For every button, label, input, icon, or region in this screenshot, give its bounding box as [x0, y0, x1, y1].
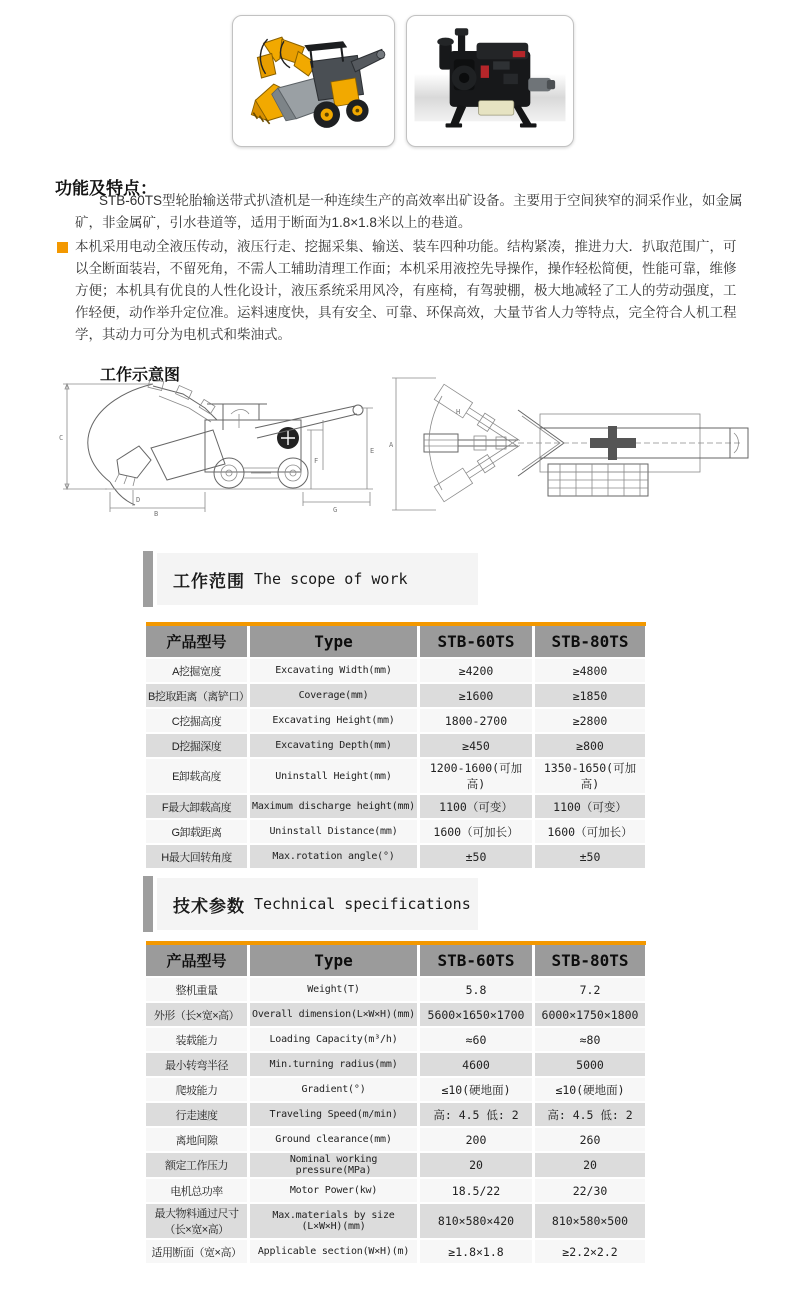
section-title-en: Technical specifications — [254, 895, 471, 913]
table-cell: 行走速度 — [146, 1103, 247, 1126]
table-cell: ≥4800 — [535, 659, 645, 682]
section-accent-bar — [143, 551, 153, 607]
table-cell: B挖取距离（离铲口） — [146, 684, 247, 707]
diesel-engine-illustration — [411, 20, 569, 142]
section-title-en: The scope of work — [254, 570, 408, 588]
table-cell: Excavating Height(mm) — [250, 709, 417, 732]
table-row — [146, 1153, 646, 1177]
table-cell: ±50 — [535, 845, 645, 868]
column-header: 产品型号 — [146, 626, 247, 657]
column-header: Type — [250, 626, 417, 657]
working-diagram — [55, 368, 755, 518]
table-cell: ≈60 — [420, 1028, 532, 1051]
scope-of-work-table — [146, 622, 646, 868]
table-cell: Min.turning radius(mm) — [250, 1053, 417, 1076]
table-row — [146, 845, 646, 868]
table-row — [146, 709, 646, 732]
table-cell: 1200-1600(可加高) — [420, 759, 532, 793]
table-cell: ≥2800 — [535, 709, 645, 732]
table-cell: Gradient(°) — [250, 1078, 417, 1101]
column-header: 产品型号 — [146, 945, 247, 976]
dim-label-f: F — [314, 457, 319, 465]
table-row — [146, 1128, 646, 1151]
table-header-row — [146, 945, 646, 976]
features-intro-paragraph: STB-60TS型轮胎输送带式扒渣机是一种连续生产的高效率出矿设备。主要用于空间狭窄的洞采作业，如金属矿，非金属矿，引水巷道等，适用于断面为1.8×1.8米以上的巷道。 — [75, 193, 743, 230]
section-header-tech — [143, 876, 478, 932]
table-row — [146, 1204, 646, 1238]
features-text-block — [57, 190, 749, 346]
column-header: STB-80TS — [535, 626, 645, 657]
table-cell: 1600（可加长） — [535, 820, 645, 843]
loader-photo[interactable] — [232, 15, 395, 147]
table-cell: Weight(T) — [250, 978, 417, 1001]
table-cell: 5000 — [535, 1053, 645, 1076]
table-cell: 装载能力 — [146, 1028, 247, 1051]
table-cell: 最小转弯半径 — [146, 1053, 247, 1076]
table-cell: A挖掘宽度 — [146, 659, 247, 682]
table-cell: Excavating Width(mm) — [250, 659, 417, 682]
table-cell: 1100（可变） — [420, 795, 532, 818]
features-bullet-text: 本机采用电动全液压传动，液压行走、挖掘采集、输送、装车四种功能。结构紧凑，推进力大．扒取范围广，可以全断面装岩，不留死角，不需人工辅助清理工作面；本机采用液控先导操作，操作轻松简便，性能可靠，维修方便；本机具有优良的人性化设计，液压系统采用风冷，有座椅，有驾驶棚，极大地减轻了工人的劳动强度，工作轻便，动作举升定位准。运料速度快，具有安全、可靠、环保高效，大量节省人力等特点，完全符合人机工程学，其动力可分为电机式和柴油式。 — [75, 239, 737, 342]
table-cell: 5.8 — [420, 978, 532, 1001]
table-cell: Nominal working pressure(MPa) — [250, 1153, 417, 1177]
table-cell: 810×580×500 — [535, 1204, 645, 1238]
section-title-zh: 工作范围 — [173, 571, 245, 591]
table-row — [146, 1240, 646, 1263]
diagram-heading: 工作示意图 — [100, 367, 181, 384]
table-cell: 高: 4.5 低: 2 — [420, 1103, 532, 1126]
table-cell: Motor Power(kw) — [250, 1179, 417, 1202]
table-cell: Maximum discharge height(mm) — [250, 795, 417, 818]
table-cell: Uninstall Distance(mm) — [250, 820, 417, 843]
dim-label-d: D — [136, 496, 141, 504]
table-cell: F最大卸载高度 — [146, 795, 247, 818]
features-heading: 功能及特点： — [55, 179, 157, 199]
table-row — [146, 734, 646, 757]
column-header: Type — [250, 945, 417, 976]
table-cell: Coverage(mm) — [250, 684, 417, 707]
table-cell: 5600×1650×1700 — [420, 1003, 532, 1026]
table-cell: C挖掘高度 — [146, 709, 247, 732]
table-cell: ≥2.2×2.2 — [535, 1240, 645, 1263]
table-row — [146, 759, 646, 793]
table-cell: Max.materials by size (L×W×H)(mm) — [250, 1204, 417, 1238]
table-cell: 22/30 — [535, 1179, 645, 1202]
table-cell: ≤10(硬地面) — [420, 1078, 532, 1101]
table-cell: 高: 4.5 低: 2 — [535, 1103, 645, 1126]
table-cell: 电机总功率 — [146, 1179, 247, 1202]
table-cell: Excavating Depth(mm) — [250, 734, 417, 757]
table-cell: 18.5/22 — [420, 1179, 532, 1202]
table-cell: ≥1.8×1.8 — [420, 1240, 532, 1263]
column-header: STB-80TS — [535, 945, 645, 976]
table-cell: 20 — [535, 1153, 645, 1177]
table-cell: D挖掘深度 — [146, 734, 247, 757]
table-row — [146, 1103, 646, 1126]
table-cell: H最大回转角度 — [146, 845, 247, 868]
column-header: STB-60TS — [420, 626, 532, 657]
section-title-zh: 技术参数 — [173, 896, 245, 916]
table-cell: 外形（长×宽×高） — [146, 1003, 247, 1026]
table-cell: ≥450 — [420, 734, 532, 757]
table-row — [146, 1078, 646, 1101]
table-header-row — [146, 626, 646, 657]
column-header: STB-60TS — [420, 945, 532, 976]
section-accent-bar — [143, 876, 153, 932]
dim-label-b: B — [154, 510, 159, 518]
table-row — [146, 1179, 646, 1202]
table-cell: 适用断面（宽×高） — [146, 1240, 247, 1263]
table-cell: 1350-1650(可加高) — [535, 759, 645, 793]
table-cell: 整机重量 — [146, 978, 247, 1001]
table-row — [146, 659, 646, 682]
engine-photo[interactable] — [406, 15, 574, 147]
table-cell: ≥4200 — [420, 659, 532, 682]
table-cell: 4600 — [420, 1053, 532, 1076]
table-cell: ≥1600 — [420, 684, 532, 707]
dim-label-e: E — [370, 447, 375, 455]
table-cell: Traveling Speed(m/min) — [250, 1103, 417, 1126]
table-cell: Overall dimension(L×W×H)(mm) — [250, 1003, 417, 1026]
orange-square-bullet-icon — [57, 242, 68, 253]
dim-label-h: H — [456, 408, 461, 416]
table-cell: E卸载高度 — [146, 759, 247, 793]
table-row — [146, 1028, 646, 1051]
table-cell: ≥800 — [535, 734, 645, 757]
table-cell: 260 — [535, 1128, 645, 1151]
table-row — [146, 1003, 646, 1026]
table-cell: Max.rotation angle(°) — [250, 845, 417, 868]
table-cell: 额定工作压力 — [146, 1153, 247, 1177]
table-cell: 爬坡能力 — [146, 1078, 247, 1101]
table-cell: Loading Capacity(m³/h) — [250, 1028, 417, 1051]
table-cell: 810×580×420 — [420, 1204, 532, 1238]
section-header-scope — [143, 551, 478, 607]
table-row — [146, 795, 646, 818]
table-cell: ±50 — [420, 845, 532, 868]
table-cell: Applicable section(W×H)(m) — [250, 1240, 417, 1263]
dim-label-a: A — [389, 441, 394, 449]
technical-specs-table — [146, 941, 646, 1263]
table-cell: G卸载距离 — [146, 820, 247, 843]
table-cell: ≤10(硬地面) — [535, 1078, 645, 1101]
table-cell: Ground clearance(mm) — [250, 1128, 417, 1151]
table-cell: 7.2 — [535, 978, 645, 1001]
table-row — [146, 684, 646, 707]
table-row — [146, 978, 646, 1001]
features-bullet-paragraph — [57, 236, 749, 346]
dim-label-g: G — [333, 506, 338, 514]
table-cell: 6000×1750×1800 — [535, 1003, 645, 1026]
table-row — [146, 1053, 646, 1076]
dim-label-c: C — [59, 434, 64, 442]
table-cell: 1100（可变） — [535, 795, 645, 818]
table-cell: ≥1850 — [535, 684, 645, 707]
table-cell: 20 — [420, 1153, 532, 1177]
table-row — [146, 820, 646, 843]
table-cell: Uninstall Height(mm) — [250, 759, 417, 793]
table-cell: ≈80 — [535, 1028, 645, 1051]
table-cell: 最大物料通过尺寸（长×宽×高） — [146, 1204, 247, 1238]
table-cell: 1600（可加长） — [420, 820, 532, 843]
table-cell: 离地间隙 — [146, 1128, 247, 1151]
mucking-loader-illustration — [237, 20, 390, 142]
table-cell: 200 — [420, 1128, 532, 1151]
table-cell: 1800-2700 — [420, 709, 532, 732]
